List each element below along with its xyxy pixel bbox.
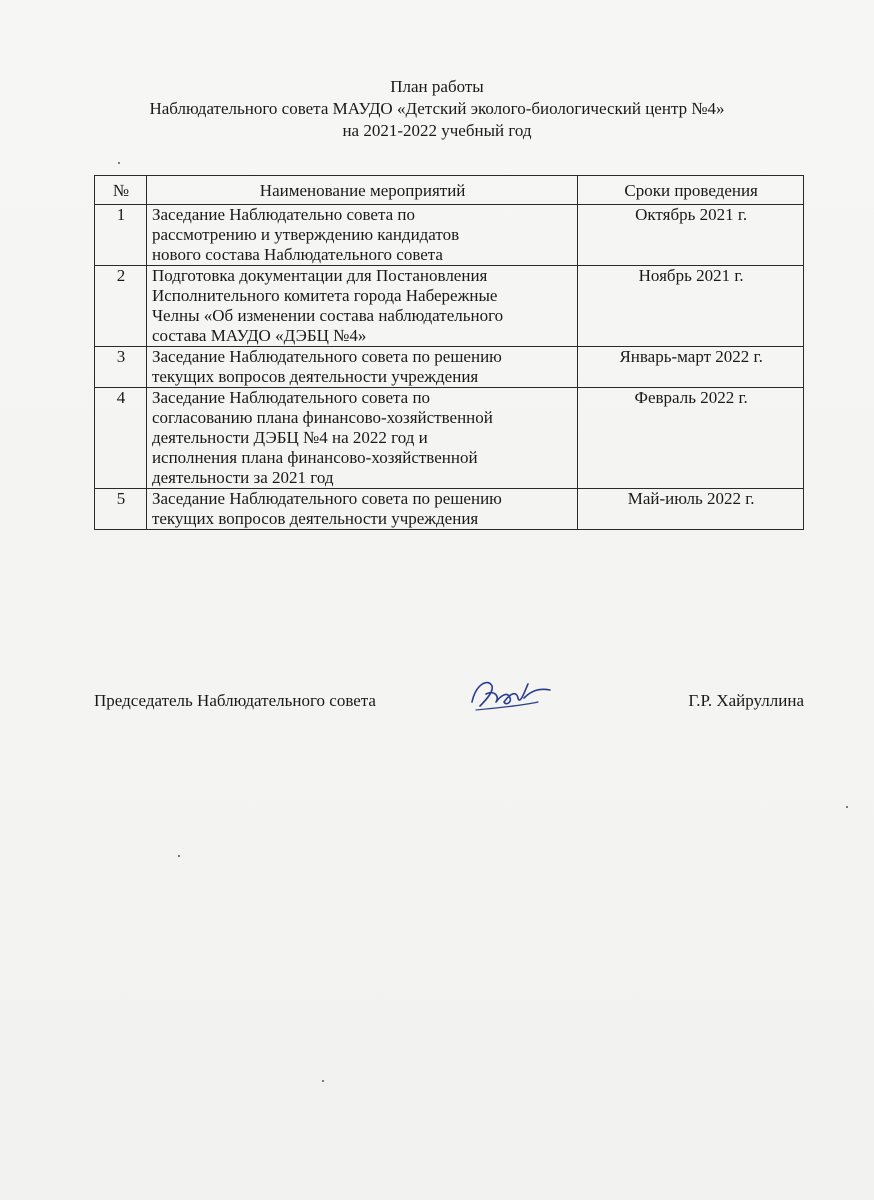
table-row: [95, 205, 804, 266]
table-row: [95, 489, 804, 530]
header-event-name: Наименование мероприятий: [146, 176, 577, 205]
row-date: Февраль 2022 г.: [578, 388, 804, 489]
row-event-line: деятельности ДЭБЦ №4 на 2022 год и: [151, 428, 428, 447]
row-event-line: Подготовка документации для Постановления: [151, 266, 488, 285]
table-row: [95, 388, 804, 489]
row-number: 5: [95, 489, 147, 530]
row-event-line: рассмотрению и утверждению кандидатов: [151, 225, 460, 244]
paper-speck: [118, 162, 120, 164]
paper-speck: [322, 1080, 324, 1082]
row-event-line: Челны «Об изменении состава наблюдательного: [151, 306, 504, 325]
row-event-line: текущих вопросов деятельности учреждения: [151, 509, 479, 528]
row-event-line: состава МАУДО «ДЭБЦ №4»: [151, 326, 367, 345]
title-line-1: План работы: [390, 77, 484, 96]
row-event-line: нового состава Наблюдательного совета: [151, 245, 443, 264]
row-event-name: [146, 205, 577, 266]
plan-table: [94, 175, 804, 530]
row-event-line: согласованию плана финансово-хозяйственной: [151, 408, 493, 427]
row-event-line: Заседание Наблюдательно совета по: [151, 205, 415, 224]
row-number: 2: [95, 266, 147, 347]
row-event-name: [146, 266, 577, 347]
row-event-line: исполнения плана финансово-хозяйственной: [151, 448, 478, 467]
row-event-name: [146, 489, 577, 530]
row-event-line: текущих вопросов деятельности учреждения: [151, 367, 479, 386]
row-number: 4: [95, 388, 147, 489]
header-number: №: [95, 176, 147, 205]
row-number: 3: [95, 347, 147, 388]
document-title: [0, 76, 874, 142]
row-event-line: Заседание Наблюдательного совета по решению: [151, 489, 502, 508]
paper-speck: [178, 855, 180, 857]
row-date: Май-июль 2022 г.: [578, 489, 804, 530]
paper-speck: [846, 806, 848, 808]
row-date: Ноябрь 2021 г.: [578, 266, 804, 347]
row-event-line: Исполнительного комитета города Набережные: [151, 286, 498, 305]
title-line-3: на 2021-2022 учебный год: [342, 121, 532, 140]
row-event-name: [146, 388, 577, 489]
row-date: Октябрь 2021 г.: [578, 205, 804, 266]
title-line-2: Наблюдательного совета МАУДО «Детский эколого-биологический центр №4»: [149, 99, 725, 118]
table-row: [95, 347, 804, 388]
row-event-name: [146, 347, 577, 388]
row-event-line: Заседание Наблюдательного совета по решению: [151, 347, 502, 366]
header-dates: Сроки проведения: [578, 176, 804, 205]
handwritten-signature: [466, 672, 556, 716]
table-row: [95, 266, 804, 347]
row-event-line: Заседание Наблюдательного совета по: [151, 388, 431, 407]
row-date: Январь-март 2022 г.: [578, 347, 804, 388]
row-event-line: деятельности за 2021 год: [151, 468, 334, 487]
table-header-row: [95, 176, 804, 205]
row-number: 1: [95, 205, 147, 266]
signature-role: Председатель Наблюдательного совета: [94, 691, 376, 710]
signature-name: Г.Р. Хайруллина: [688, 691, 804, 710]
